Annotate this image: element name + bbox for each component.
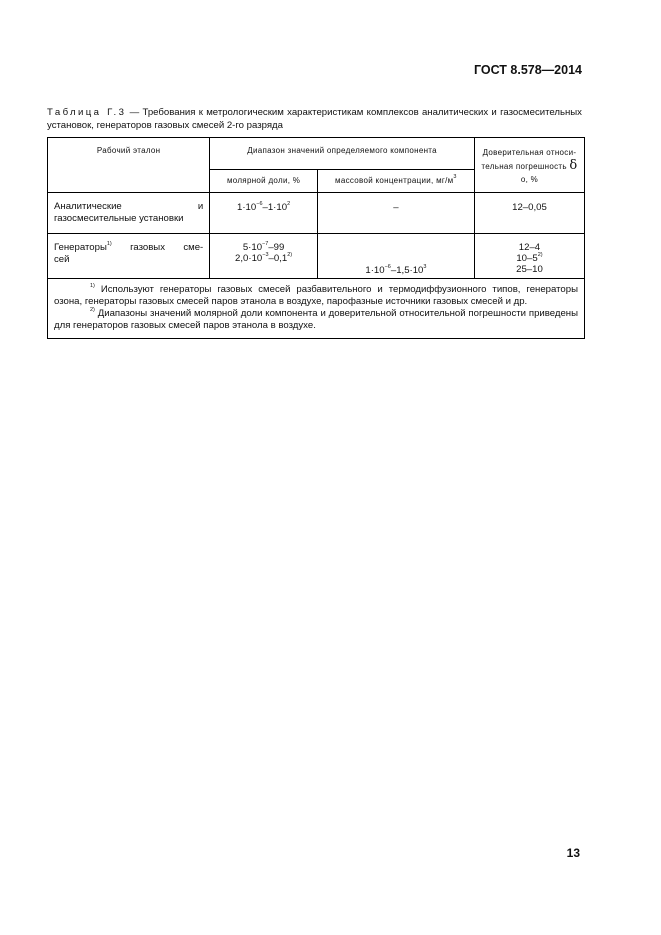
page-number: 13 (566, 846, 580, 860)
col-molar-fraction: молярной доли, % (210, 170, 318, 193)
footnotes (48, 279, 585, 339)
col-range-group: Диапазон значений определяемого компонента (210, 138, 475, 170)
table-row (48, 193, 585, 234)
table-label: Таблица Г.3 (47, 107, 127, 118)
standard-code: ГОСТ 8.578—2014 (473, 63, 582, 77)
requirements-table (47, 137, 585, 339)
row-name: Аналитические и газосмесительные установки (48, 193, 210, 234)
row-mass: – (317, 193, 474, 234)
footnote-2: $^{2)}$ Диапазоны значений молярной доли компонента и доверительной относительной погрешности приведены для генераторов газовых смесей паров этанола в воздухе. (54, 307, 578, 331)
table-caption (47, 106, 582, 132)
row-name: Генераторы$^{1)}$ газовых сме- сей (48, 234, 210, 279)
row-error: 12–4 10–5$^{2)}$ 25–10 (474, 234, 584, 279)
table-title: — Требования к метрологическим характеристикам комплексов аналитических и газосмесительных установок, генераторов газовых смесей 2-го разряда (47, 107, 582, 131)
row-molar: $5\cdot 10^{-7}-99$ $2,0\cdot 10^{-3}-0,1^{2)}$ (210, 234, 318, 279)
table-row (48, 234, 585, 279)
col-mass-concentration: массовой концентрации, $мг/м^3$ (317, 170, 474, 193)
col-confidence-error: Доверительная относи- тельная погрешность δ о, % (474, 138, 584, 193)
notes-row (48, 279, 585, 339)
delta-symbol: δ (569, 158, 578, 173)
row-molar: $1\cdot 10^{-6}-1\cdot 10^2$ (210, 193, 318, 234)
footnote-1: $^{1)}$ Используют генераторы газовых смесей разбавительного и термодиффузионного типов, генераторы озона, генераторы газовых смесей паров этанола в воздухе, парофазные источники газовых смесей и др. (54, 283, 578, 307)
row-mass: $1\cdot 10^{-6}-1,5\cdot 10^3$ (317, 234, 474, 279)
col-working-standard: Рабочий эталон (48, 138, 210, 193)
row-error: 12–0,05 (474, 193, 584, 234)
